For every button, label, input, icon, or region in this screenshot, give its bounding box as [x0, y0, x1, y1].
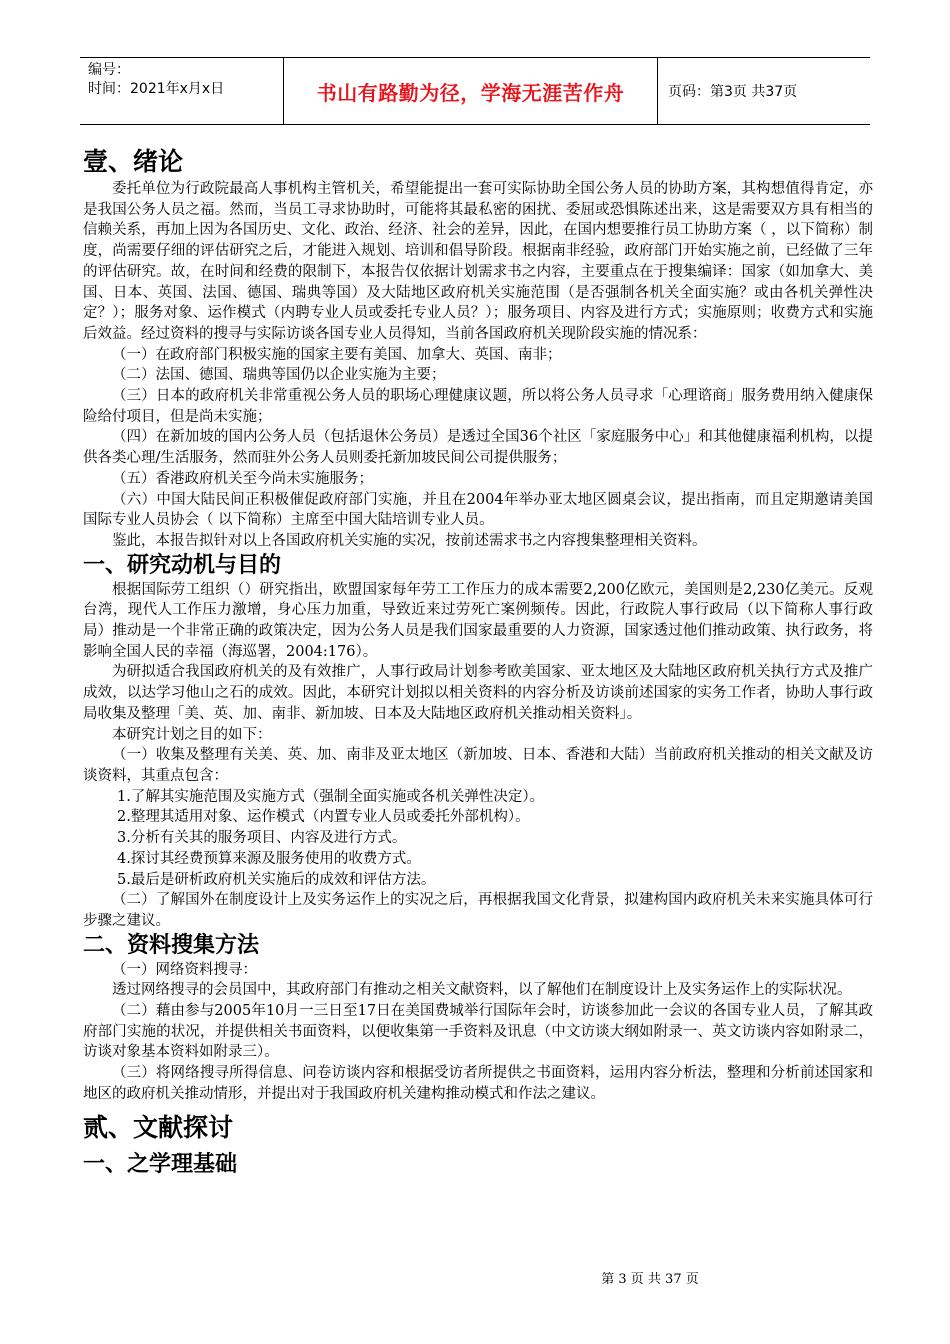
intro-closing: 鉴此，本报告拟针对以上各国政府机关实施的实况，按前述需求书之内容搜集整理相关资料。 [112, 532, 707, 549]
motive-sub-5: 5.最后是研析政府机关实施后的成效和评估方法。 [117, 871, 436, 888]
motive-sub-4: 4.探讨其经费预算来源及服务使用的收费方式。 [117, 850, 421, 867]
motive-sub-2: 2.整理其适用对象、运作模式（内置专业人员或委托外部机构）。 [117, 809, 530, 826]
motive-sub-1: 1.了解其实施范围及实施方式（强制全面实施或各机关弹性决定）。 [117, 788, 545, 805]
section-subtitle-theory: 一、之学理基础 [83, 1151, 238, 1177]
intro-item-5: （五）香港政府机关至今尚未实施服务； [112, 470, 373, 487]
section-title-literature: 贰、文献探讨 [83, 1112, 234, 1142]
motive-paragraph-3: 本研究计划之目的如下： [112, 726, 272, 743]
page-header [80, 57, 870, 125]
intro-item-6: （六）中国大陆民间正积极催促政府部门实施，并且在2004年举办亚太地区圆桌会议，提出指南，而且定期邀请美国国际专业人员协会（ 以下简称）主席至中国大陆培训专业人员。 [83, 491, 873, 529]
method-item-3: （三）将网络搜寻所得信息、问卷访谈内容和根据受访者所提供之书面资料，运用内容分析法，整理和分析前述国家和地区的政府机关推动情形，并提出对于我国政府机关建构推动模式和作法之建议。 [83, 1065, 873, 1102]
doc-number-label: 编号： [88, 62, 130, 78]
method-item-1-paragraph: 透过网络搜寻的会员国中，其政府部门有推动之相关文献资料，以了解他们在制度设计上及实务运作上的实际状况。 [112, 982, 852, 999]
motive-paragraph-1: 根据国际劳工组织（）研究指出，欧盟国家每年劳工工作压力的成本需要2,200亿欧元，美国则是2,230亿美元。反观台湾，现代人工作压力激增，身心压力加重，导致近来过劳死亡案例频传。因此，行政院人事行政局（以下简称人事行政局）推动是一个非常正确的政策决定，因为公务人员是我们国家最重要的人力资源，国家透过他们推动政策、执行政务，将影响全国人民的幸福（海巡署，2004:176）。 [83, 581, 873, 660]
section-title-intro: 壹、绪论 [83, 147, 184, 176]
motive-item-2: （二）了解国外在制度设计上及实务运作上的实况之后，再根据我国文化背景，拟建构国内政府机关未来实施具体可行步骤之建议。 [83, 892, 873, 929]
motive-sub-3: 3.分析有关其的服务项目、内容及进行方式。 [117, 830, 407, 847]
page-footer: 第 3 页 共 37 页 [601, 1272, 699, 1287]
intro-paragraph: 委托单位为行政院最高人事机构主管机关，希望能提出一套可实际协助全国公务人员的协助方案，其构想值得肯定，亦是我国公务人员之福。然而，当员工寻求协助时，可能将其最私密的困扰、委屈或恐惧陈述出来，这是需要双方具有相当的信赖关系，再加上因为各国历史、文化、政治、经济、社会的差异，因此，在国内想要推行员工协助方案（ ，以下简称）制度，尚需要仔细的评估研究之后，才能进入规划、培训和倡导阶段。根据南非经验，政府部门开始实施之前，已经做了三年的评估研究。故，在时间和经费的限制下，本报告仅依据计划需求书之内容，主要重点在于搜集编译：国家（如加拿大、美国、日本、英国、法国、德国、瑞典等国）及大陆地区政府机关实施范围（是否强制各机关全面实施？或由各机关弹性决定？）；服务对象、运作模式（内聘专业人员或委托专业人员？）；服务项目、内容及进行方式；实施原则；收费方式和实施后效益。经过资料的搜寻与实际访谈各国专业人员得知，当前各国政府机关现阶段实施的情况系： [83, 181, 873, 342]
method-item-2: （二）藉由参与2005年10月一三日至17日在美国费城举行国际年会时，访谈参加此一会议的各国专业人员，了解其政府部门实施的状况，并提供相关书面资料，以便收集第一手资料及讯息（中文访谈大纲如附录一、英文访谈内容如附录二，访谈对象基本资料如附录三）。 [83, 1003, 873, 1061]
section-title-motive: 一、研究动机与目的 [83, 552, 282, 578]
method-item-1: （一）网络资料搜寻： [112, 961, 257, 978]
intro-item-2: （二）法国、德国、瑞典等国仍以企业实施为主要； [112, 367, 446, 384]
header-meta [80, 58, 284, 124]
intro-item-3: （三）日本的政府机关非常重视公务人员的职场心理健康议题，所以将公务人员寻求「心理谘商」服务费用纳入健康保险给付项目，但是尚未实施； [83, 388, 873, 425]
doc-time-label: 时间：2021年x月x日 [88, 81, 225, 97]
header-motto: 书山有路勤为径，学海无涯苦作舟 [284, 58, 658, 124]
document-body [83, 145, 873, 1179]
header-page-info: 页码：第3页 共37页 [668, 84, 798, 100]
intro-item-4: （四）在新加坡的国内公务人员（包括退休公务员）是透过全国36个社区「家庭服务中心」和其他健康福利机构，以提供各类心理/生活服务，然而驻外公务人员则委托新加坡民间公司提供服务； [83, 429, 873, 467]
intro-item-1: （一）在政府部门积极实施的国家主要有美国、加拿大、英国、南非； [112, 346, 562, 363]
motive-item-1: （一）收集及整理有关美、英、加、南非及亚太地区（新加坡、日本、香港和大陆）当前政府机关推动的相关文献及访谈资料，其重点包含： [83, 747, 873, 784]
motive-paragraph-2: 为研拟适合我国政府机关的及有效推广，人事行政局计划参考欧美国家、亚太地区及大陆地区政府机关执行方式及推广成效，以达学习他山之石的成效。因此，本研究计划拟以相关资料的内容分析及访谈前述国家的实务工作者，协助人事行政局收集及整理「美、英、加、南非、新加坡、日本及大陆地区政府机关推动相关资料」。 [83, 664, 873, 722]
section-title-method: 二、资料搜集方法 [83, 932, 260, 958]
